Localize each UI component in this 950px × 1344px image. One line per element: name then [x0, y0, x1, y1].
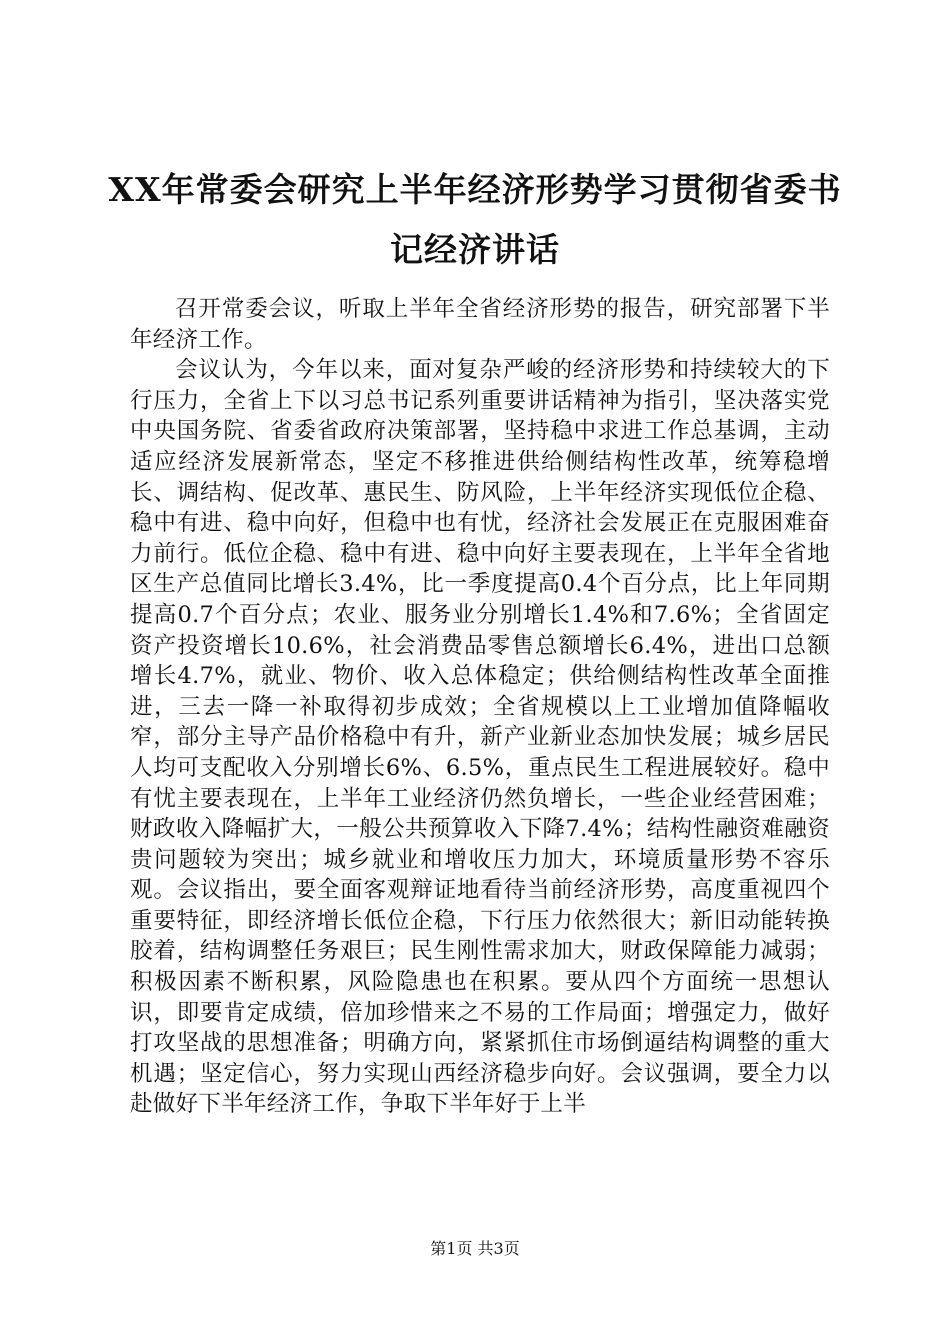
- document-title: XX年常委会研究上半年经济形势学习贯彻省委书记经济讲话: [108, 170, 842, 269]
- paragraph-intro: 召开常委会议，听取上半年全省经济形势的报告，研究部署下半年经济工作。: [130, 296, 830, 353]
- page-footer: 第1页 共3页: [430, 1239, 520, 1258]
- document-body: [130, 294, 830, 1120]
- paragraph-meeting-conclusion: 会议认为，今年以来，面对复杂严峻的经济形势和持续较大的下行压力，全省上下以习总书记系列重要讲话精神为指引，坚决落实党中央国务院、省委省政府决策部署，坚持稳中求进工作总基调，主动适应经济发展新常态，坚定不移推进供给侧结构性改革，统筹稳增长、调结构、促改革、惠民生、防风险，上半年经济实现低位企稳、稳中有进、稳中向好，但稳中也有忧，经济社会发展正在克服困难奋力前行。低位企稳、稳中有进、稳中向好主要表现在，上半年全省地区生产总值同比增长3.4%，比一季度提高0.4个百分点，比上年同期提高0.7个百分点；农业、服务业分别增长1.4%和7.6%；全省固定资产投资增长10.6%，社会消费品零售总额增长6.4%，进出口总额增长4.7%，就业、物价、收入总体稳定；供给侧结构性改革全面推进，三去一降一补取得初步成效；全省规模以上工业增加值降幅收窄，部分主导产品价格稳中有升，新产业新业态加快发展；城乡居民人均可支配收入分别增长6%、6.5%，重点民生工程进展较好。稳中有忧主要表现在，上半年工业经济仍然负增长，一些企业经营困难；财政收入降幅扩大，一般公共预算收入下降7.4%；结构性融资难融资贵问题较为突出；城乡就业和增收压力加大，环境质量形势不容乐观。会议指出，要全面客观辩证地看待当前经济形势，高度重视四个重要特征，即经济增长低位企稳，下行压力依然很大；新旧动能转换胶着，结构调整任务艰巨；民生刚性需求加大，财政保障能力减弱；积极因素不断积累，风险隐患也在积累。要从四个方面统一思想认识，即要肯定成绩，倍加珍惜来之不易的工作局面；增强定力，做好打攻坚战的思想准备；明确方向，紧紧抓住市场倒逼结构调整的重大机遇；坚定信心，努力实现山西经济稳步向好。会议强调，要全力以赴做好下半年经济工作，争取下半年好于上半: [130, 357, 830, 1118]
